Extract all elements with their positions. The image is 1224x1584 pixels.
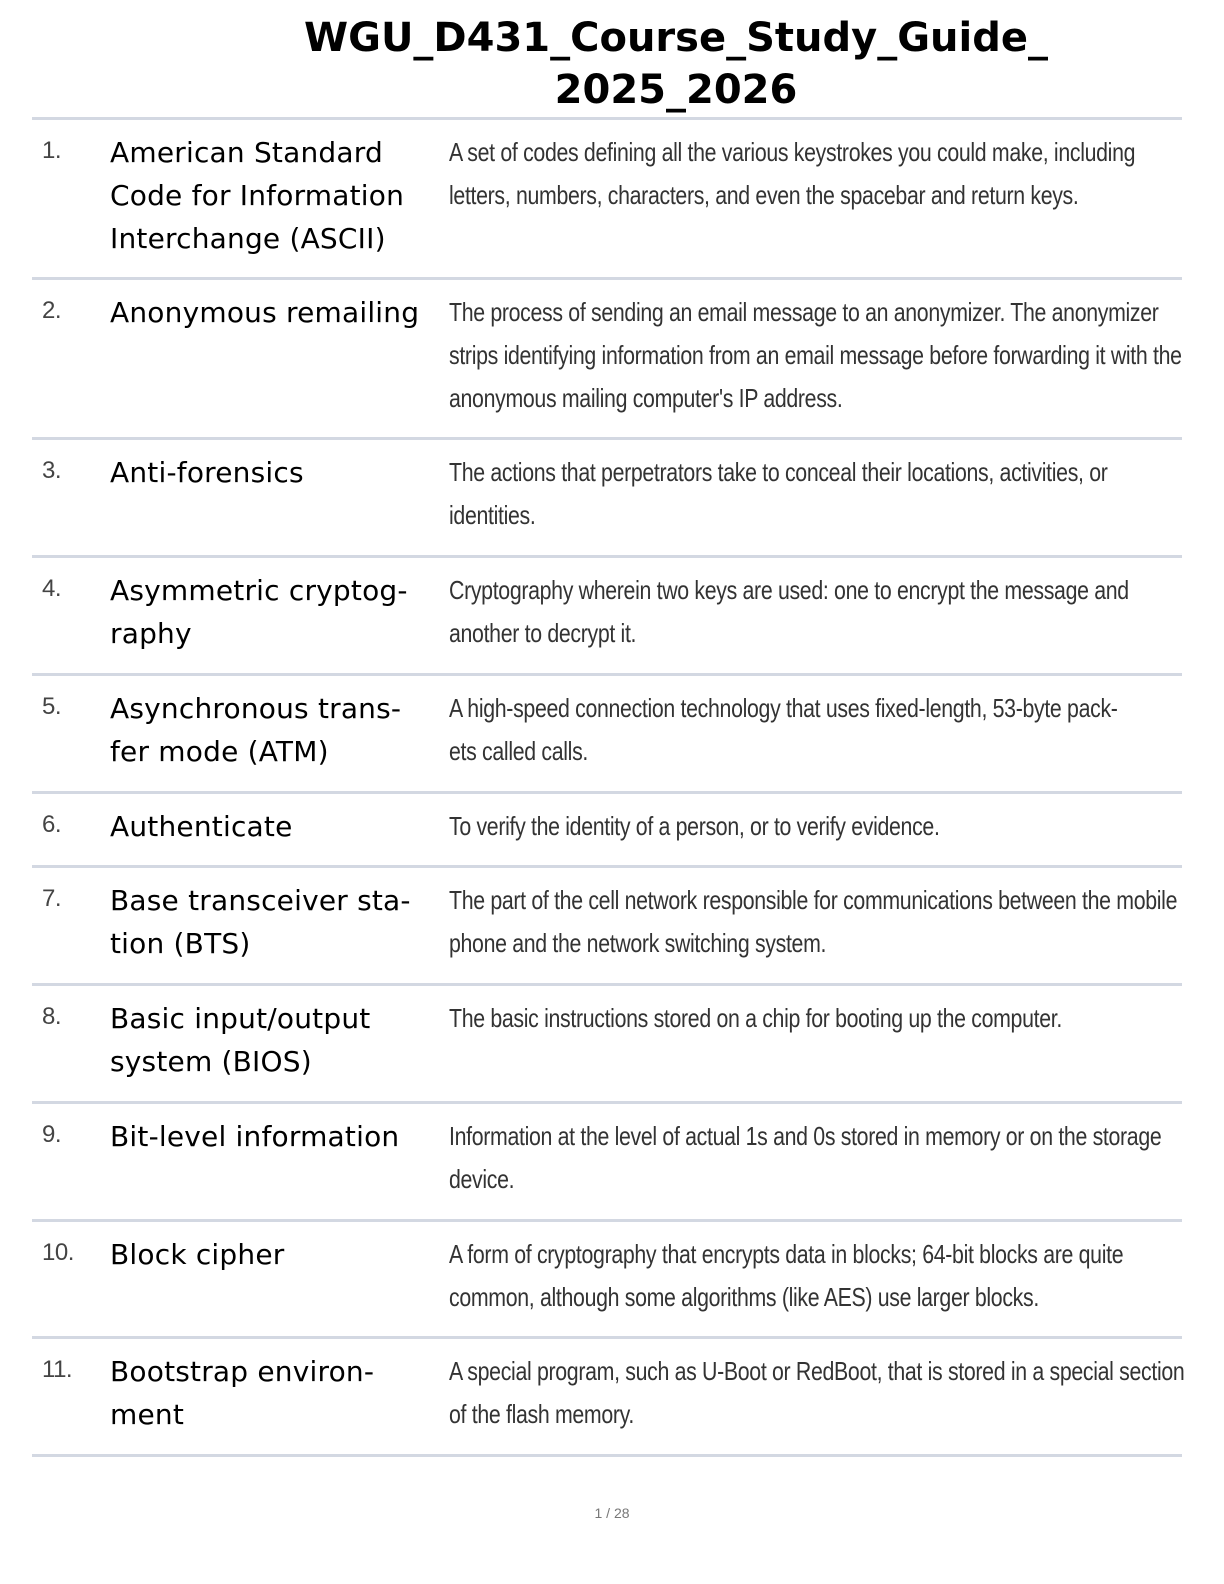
term-row xyxy=(32,558,1182,676)
term-number: 3. xyxy=(42,457,62,484)
term-definition: The actions that perpetrators take to conceal their locations, activities, or identities. xyxy=(449,457,1108,530)
term-number: 8. xyxy=(42,1003,62,1030)
term-number: 9. xyxy=(42,1121,62,1148)
term-row xyxy=(32,676,1182,794)
term-number: 7. xyxy=(42,885,62,912)
term-name: Base transceiver sta- tion (BTS) xyxy=(110,884,411,960)
term-name: Anonymous remailing xyxy=(110,296,420,329)
term-row xyxy=(32,280,1182,440)
term-definition: A high-speed connection technology that uses fixed-length, 53-byte pack- ets called calls. xyxy=(449,693,1118,766)
term-row xyxy=(32,120,1182,280)
term-name: Block cipher xyxy=(110,1238,285,1271)
term-number: 1. xyxy=(42,137,62,164)
term-definition: A special program, such as U-Boot or RedBoot, that is stored in a special section of the flash memory. xyxy=(449,1356,1185,1429)
term-number: 6. xyxy=(42,811,62,838)
term-name: Basic input/output system (BIOS) xyxy=(110,1002,371,1078)
term-name: Bootstrap environ- ment xyxy=(110,1355,375,1431)
document-title: WGU_D431_Course_Study_Guide_ 2025_2026 xyxy=(303,15,1048,113)
term-number: 5. xyxy=(42,693,62,720)
term-definition: Cryptography wherein two keys are used: one to encrypt the message and another to decrypt it. xyxy=(449,575,1129,648)
term-row xyxy=(32,1339,1185,1457)
term-definition: To verify the identity of a person, or to verify evidence. xyxy=(449,811,940,841)
term-definition: The basic instructions stored on a chip for booting up the computer. xyxy=(449,1003,1062,1033)
term-row xyxy=(32,868,1182,986)
term-name: Bit-level information xyxy=(110,1120,400,1153)
term-number: 2. xyxy=(42,297,62,324)
term-name: Asymmetric cryptog- raphy xyxy=(110,574,408,650)
page-indicator: 1 / 28 xyxy=(594,1505,630,1521)
term-name: Anti-forensics xyxy=(110,456,304,489)
term-row xyxy=(32,440,1182,558)
term-row xyxy=(32,794,1182,868)
term-definition: A form of cryptography that encrypts data in blocks; 64-bit blocks are quite common, although some algorithms (like AES) use larger blocks. xyxy=(449,1239,1124,1312)
term-name: Asynchronous trans- fer mode (ATM) xyxy=(110,692,402,768)
term-definition: A set of codes defining all the various keystrokes you could make, including letters, numbers, characters, and even the spacebar and return keys. xyxy=(449,137,1136,210)
term-row xyxy=(32,1222,1182,1339)
term-definition: The process of sending an email message to an anonymizer. The anonymizer strips identifying information from an email message before forwarding it with the anonymous mailing computer's IP address. xyxy=(449,297,1182,413)
term-name: American Standard Code for Information Interchange (ASCII) xyxy=(110,136,405,255)
term-name: Authenticate xyxy=(110,810,293,843)
term-definition: The part of the cell network responsible for communications between the mobile phone and the network switching system. xyxy=(449,885,1178,958)
term-number: 4. xyxy=(42,575,62,602)
term-row xyxy=(32,1104,1182,1222)
term-number: 11. xyxy=(42,1356,73,1383)
term-definition: Information at the level of actual 1s and 0s stored in memory or on the storage device. xyxy=(449,1121,1162,1194)
term-list xyxy=(32,120,1185,1457)
term-number: 10. xyxy=(42,1239,74,1266)
term-row xyxy=(32,986,1182,1104)
